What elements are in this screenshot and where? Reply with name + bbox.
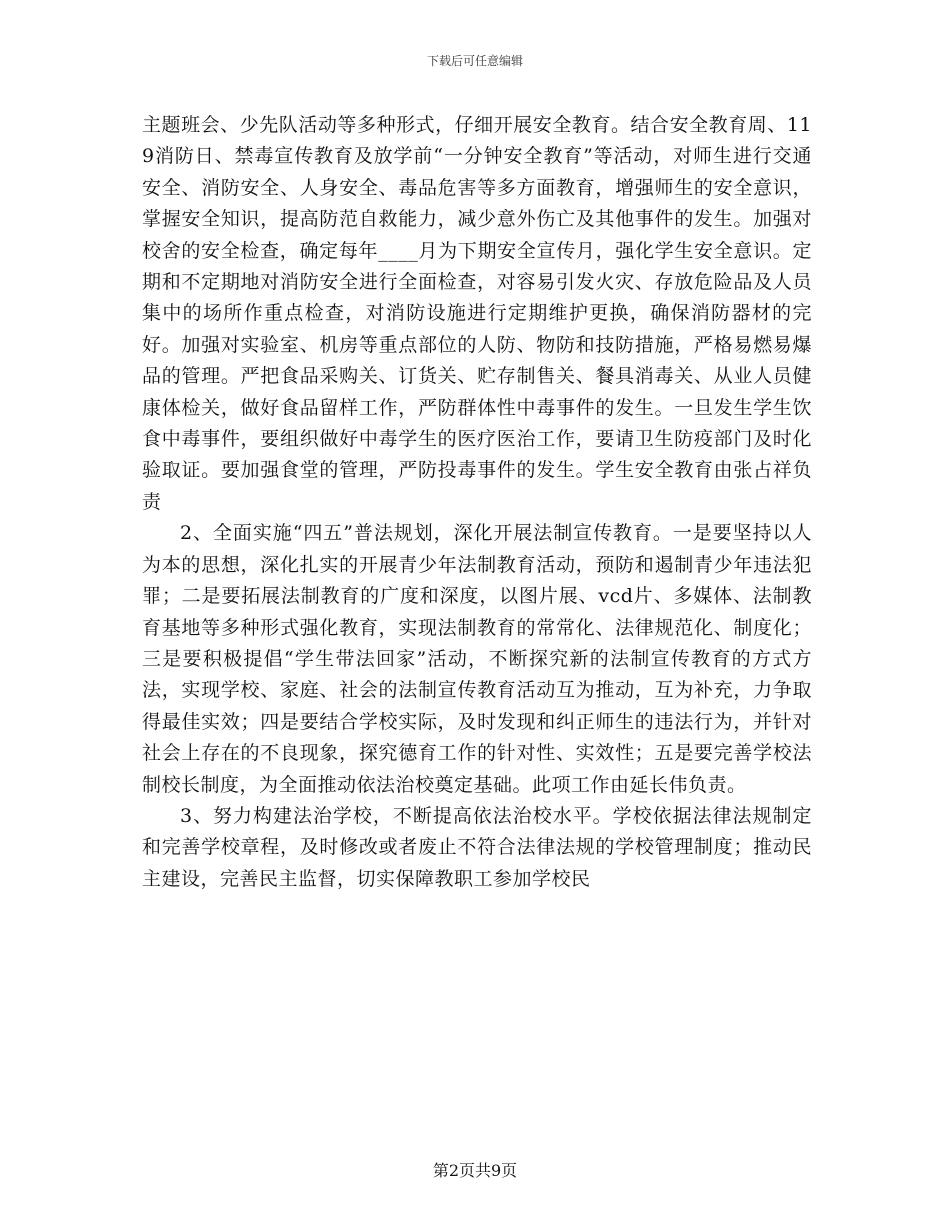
page-header: 下载后可任意编辑: [426, 54, 523, 68]
paragraph-legal-education: 2、全面实施“四五”普法规划，深化开展法制宣传教育。一是要坚持以人为本的思想，深化扎实的开展青少年法制教育活动，预防和遏制青少年违法犯罪；二是要拓展法制教育的广度和深度，以图片展、vcd片、多媒体、法制教育基地等多种形式强化教育，实现法制教育的常常化、法律规范化、制度化；三是要积极提倡“学生带法回家”活动，不断探究新的法制宣传教育的方式方法，实现学校、家庭、社会的法制宣传教育活动互为推动，互为补充，力争取得最佳实效；四是要结合学校实际，及时发现和纠正师生的违法行为，并针对社会上存在的不良现象，探究德育工作的针对性、实效性；五是要完善学校法制校长制度，为全面推动依法治校奠定基础。此项工作由延长伟负责。: [142, 522, 812, 796]
document-body: [142, 110, 812, 895]
paragraph-rule-of-law-school: 3、努力构建法治学校，不断提高依法治校水平。学校依据法律法规制定和完善学校章程，及时修改或者废止不符合法律法规的学校管理制度；推动民主建设，完善民主监督，切实保障教职工参加学校民: [142, 804, 812, 890]
paragraph-safety-education: 主题班会、少先队活动等多种形式，仔细开展安全教育。结合安全教育周、119消防日、禁毒宣传教育及放学前“一分钟安全教育”等活动，对师生进行交通安全、消防安全、人身安全、毒品危害等多方面教育，增强师生的安全意识，掌握安全知识，提高防范自救能力，减少意外伤亡及其他事件的发生。加强对校舍的安全检查，确定每年____月为下期安全宣传月，强化学生安全意识。定期和不定期地对消防安全进行全面检查，对容易引发火灾、存放危险品及人员集中的场所作重点检查，对消防设施进行定期维护更换，确保消防器材的完好。加强对实验室、机房等重点部位的人防、物防和技防措施，严格易燃易爆品的管理。严把食品采购关、订货关、贮存制售关、餐具消毒关、从业人员健康体检关，做好食品留样工作，严防群体性中毒事件的发生。一旦发生学生饮食中毒事件，要组织做好中毒学生的医疗医治工作，要请卫生防疫部门及时化验取证。要加强食堂的管理，严防投毒事件的发生。学生安全教育由张占祥负责: [142, 114, 812, 513]
page-number: 第2页共9页: [432, 1161, 518, 1180]
